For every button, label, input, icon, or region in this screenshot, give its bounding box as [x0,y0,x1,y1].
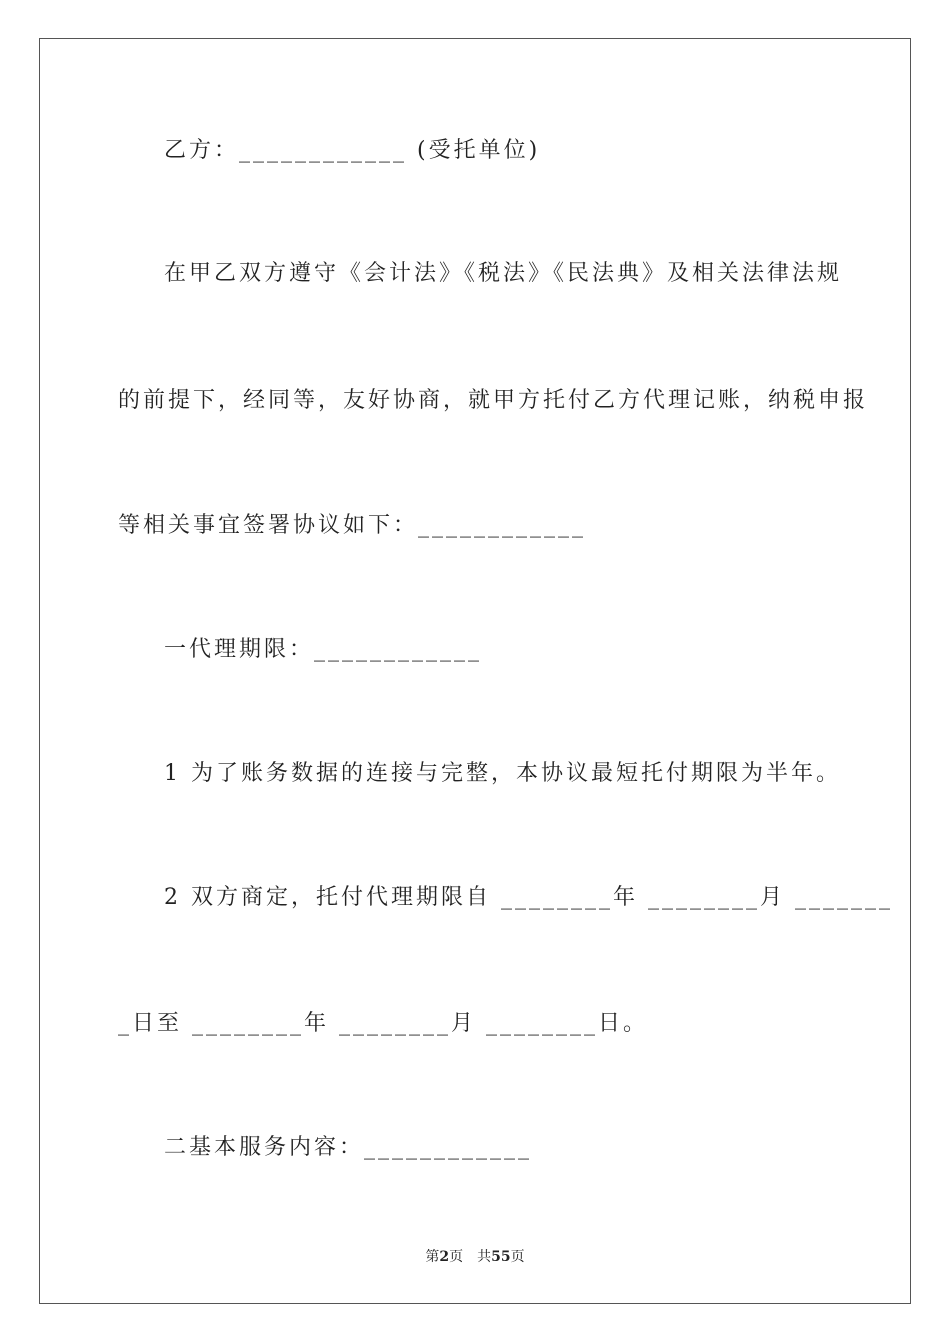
footer-prefix: 第 [425,1249,440,1265]
preamble-line-1: 在甲乙双方遵守《会计法》《税法》《民法典》及相关法律法规 [164,261,843,286]
party-b-line: 乙方：____________ (受托单位) [164,138,541,163]
preamble-line-3: 等相关事宜签署协议如下：____________ [118,513,587,538]
footer-page-number: 2 [439,1249,450,1265]
footer-middle: 页 共 [449,1249,492,1265]
page-footer [0,1247,950,1267]
footer-suffix: 页 [510,1249,525,1265]
page-border [39,38,911,1304]
section-1-heading: 一代理期限：____________ [164,637,483,662]
section-2-heading: 二基本服务内容：____________ [164,1135,533,1160]
footer-total-pages: 55 [491,1249,511,1265]
clause-2-line-1: 2 双方商定，托付代理期限自 ________年 ________月 _______ [164,885,893,910]
clause-1: 1 为了账务数据的连接与完整，本协议最短托付期限为半年。 [164,761,841,786]
preamble-line-2: 的前提下，经同等，友好协商，就甲方托付乙方代理记账，纳税申报 [118,388,869,413]
clause-2-line-2: _日至 ________年 ________月 ________日。 [118,1011,648,1036]
